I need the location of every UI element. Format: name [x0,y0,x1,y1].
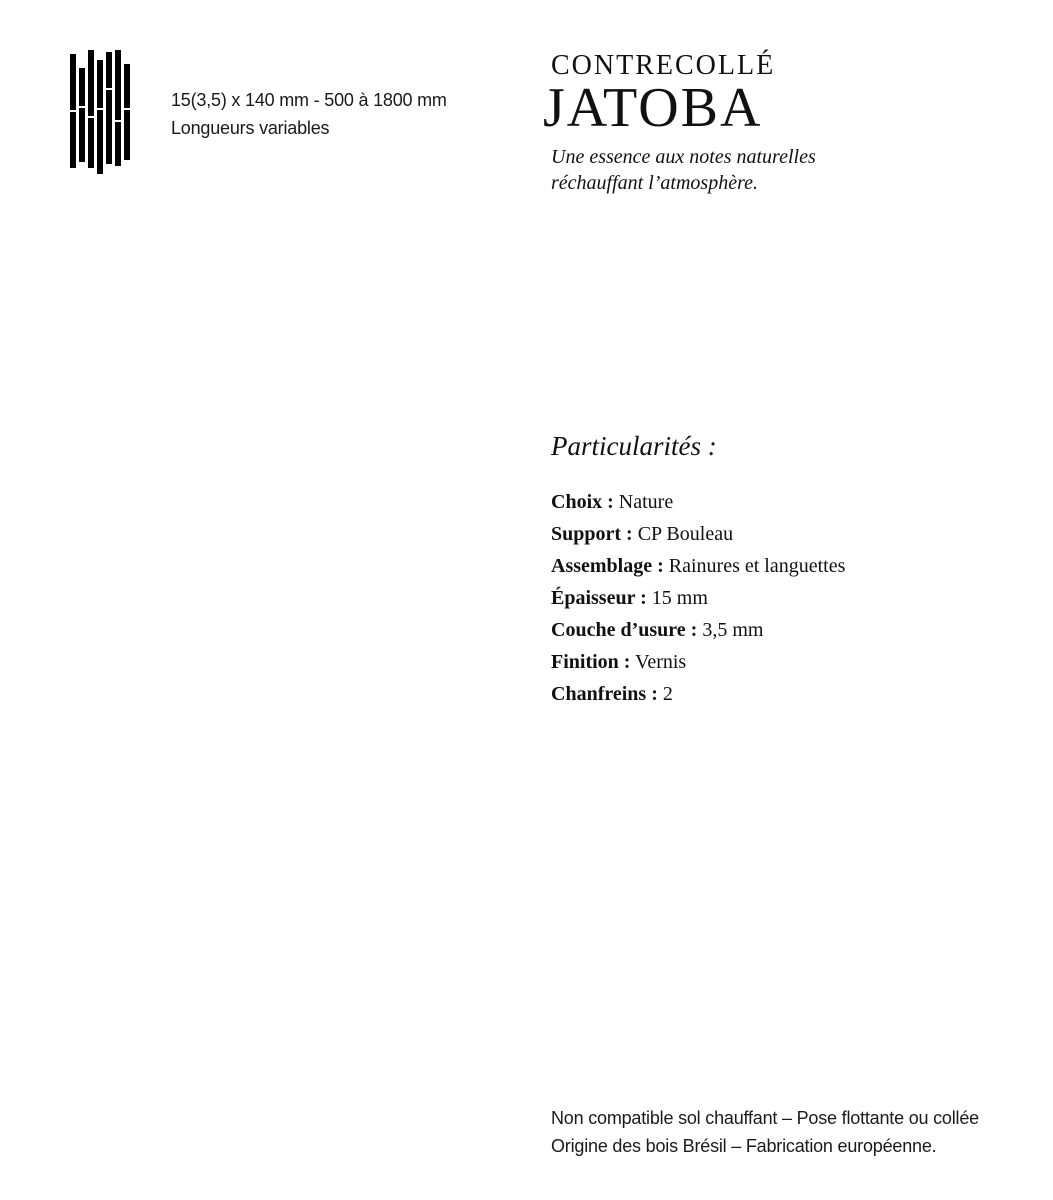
spec-row-couche-usure [551,614,845,646]
footer-line-1: Non compatible sol chauffant – Pose flottante ou collée [551,1108,979,1128]
spec-label: Choix : [551,491,614,513]
spec-label: Épaisseur : [551,587,647,609]
spec-row-support [551,518,845,550]
spec-value: 3,5 mm [702,619,764,641]
spec-row-assemblage [551,550,845,582]
footer-note [551,1104,979,1160]
spec-value: CP Bouleau [637,523,734,545]
features-heading: Particularités : [551,431,717,461]
spec-label: Support : [551,523,633,545]
product-name: JATOBA [543,77,763,139]
footer-line-2: Origine des bois Brésil – Fabrication européenne. [551,1136,937,1156]
tagline-line-2: réchauffant l’atmosphère. [551,172,759,194]
parquet-planks-icon [70,50,130,174]
spec-label: Chanfreins : [551,683,658,705]
spec-value: 15 mm [651,587,708,609]
spec-value: 2 [662,683,673,705]
spec-label: Assemblage : [551,555,664,577]
dimensions-text: 15(3,5) x 140 mm - 500 à 1800 mm [171,90,447,110]
spec-value: Nature [618,491,674,513]
spec-row-chanfreins [551,678,845,710]
spec-row-epaisseur [551,582,845,614]
dimensions-block [171,86,447,142]
features-section [551,428,845,710]
product-tagline [551,144,816,196]
spec-value: Vernis [635,651,687,673]
product-kicker: CONTRECOLLÉ [551,50,776,81]
spec-label: Couche d’usure : [551,619,698,641]
product-title-block [543,50,816,196]
tagline-line-1: Une essence aux notes naturelles [551,146,816,168]
spec-row-choix [551,486,845,518]
spec-value: Rainures et languettes [668,555,846,577]
spec-label: Finition : [551,651,631,673]
lengths-text: Longueurs variables [171,118,330,138]
spec-row-finition [551,646,845,678]
